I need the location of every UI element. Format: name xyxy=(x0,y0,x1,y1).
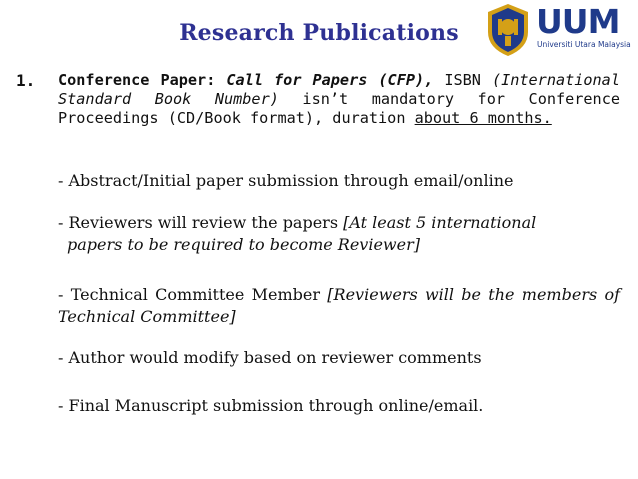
bullet-reviewers-note-2: papers to be required to become Reviewer] xyxy=(67,235,420,254)
slide-title: Research Publications xyxy=(179,20,459,46)
bullet-author-modify: - Author would modify based on reviewer comments xyxy=(58,348,482,367)
bullet-abstract-submission: - Abstract/Initial paper submission through email/online xyxy=(58,171,514,190)
isbn-expansion: (International Standard Book Number) xyxy=(58,71,620,108)
bullet-reviewers-note-1: [At least 5 international xyxy=(343,213,537,232)
bullet-reviewers xyxy=(58,212,620,256)
bullet-technical-committee-note: [Reviewers will be the members of Technical Committee] xyxy=(58,285,621,326)
isbn-label: ISBN xyxy=(444,71,481,89)
bullet-technical-committee-text: - Technical Committee Member xyxy=(58,285,328,304)
uum-logo xyxy=(484,2,634,60)
bullet-final-manuscript: - Final Manuscript submission through online/email. xyxy=(58,396,484,415)
item-number: 1. xyxy=(16,71,36,90)
conference-paper-label: Conference Paper: xyxy=(58,71,216,89)
bullet-technical-committee xyxy=(58,284,620,328)
uum-crest-icon xyxy=(484,2,532,58)
cfp-label: Call for Papers (CFP), xyxy=(226,71,434,89)
logo-wordmark: UUM xyxy=(536,2,620,41)
conference-paper-paragraph xyxy=(58,71,620,128)
logo-subtitle: Universiti Utara Malaysia xyxy=(537,40,631,49)
conference-paper-text: isn’t mandatory for Conference Proceedings (CD/Book format), duration xyxy=(58,90,620,127)
bullet-reviewers-text: - Reviewers will review the papers xyxy=(58,213,344,232)
duration-underlined: about 6 months. xyxy=(414,109,552,127)
